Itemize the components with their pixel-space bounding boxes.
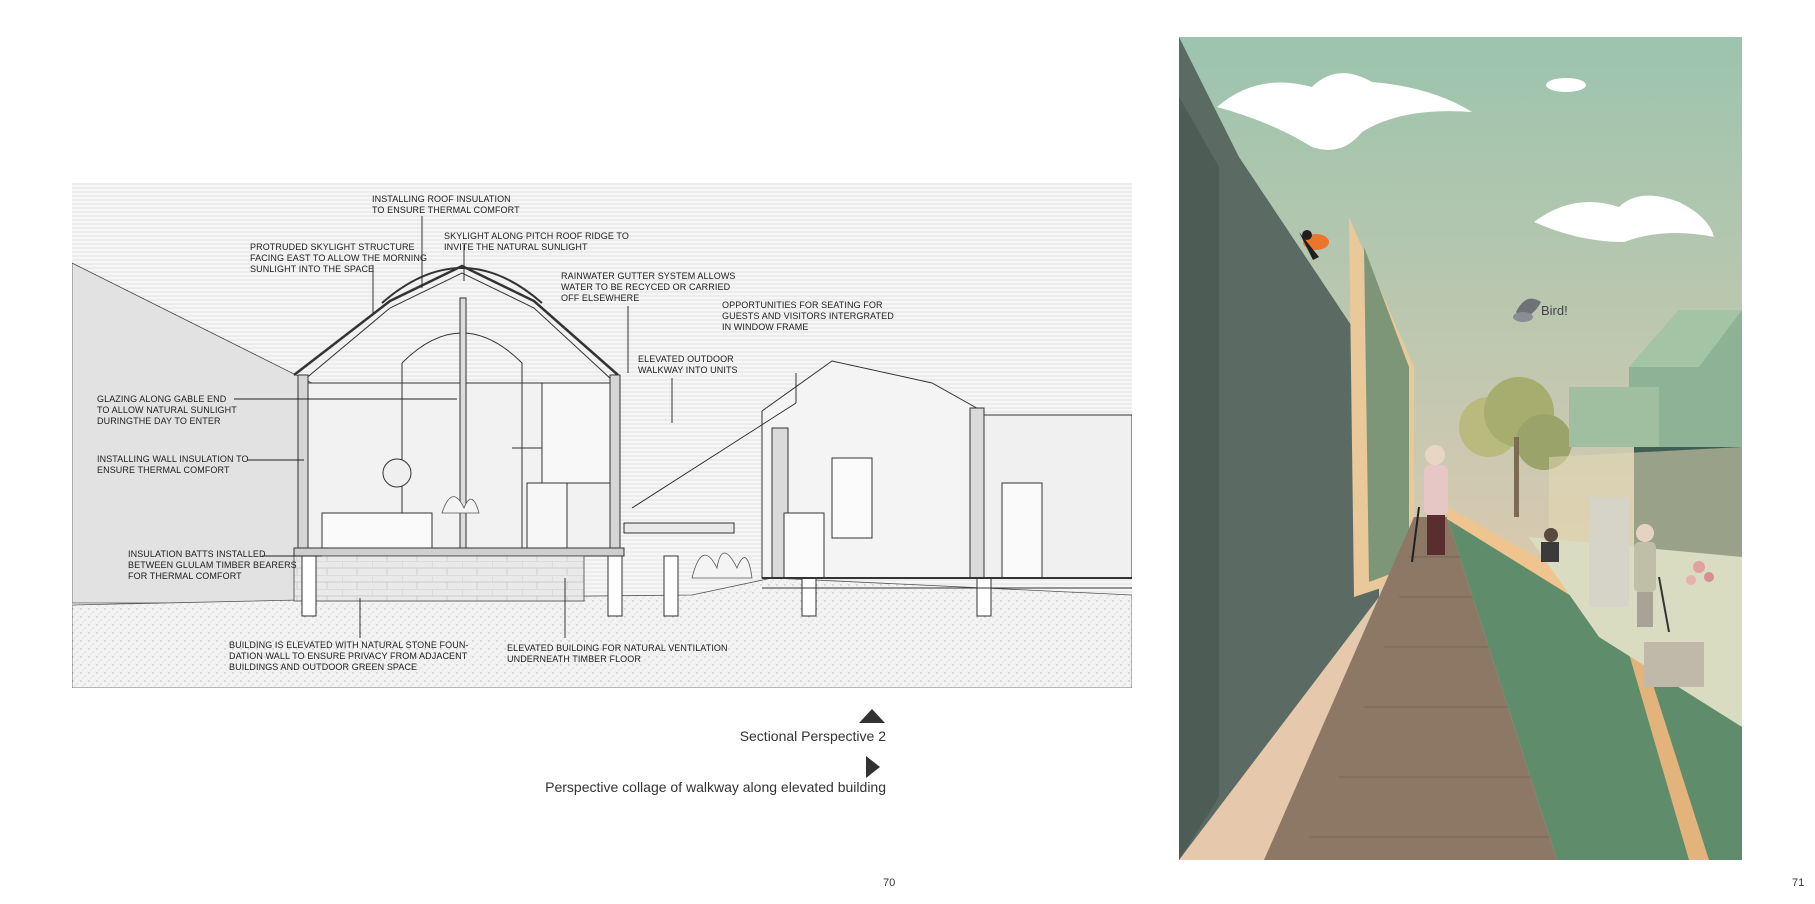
walkway-perspective-collage — [1179, 37, 1742, 860]
elevated-walkway-deck — [624, 523, 734, 533]
triangle-right-icon — [866, 756, 880, 778]
page-number-left: 70 — [883, 877, 896, 889]
annotation-glazing: GLAZING ALONG GABLE END TO ALLOW NATURAL SUNLIGHT DURINGTHE DAY TO ENTER — [97, 394, 237, 426]
bird-callout-label: Bird! — [1541, 303, 1568, 318]
sectional-perspective-drawing — [72, 183, 1132, 688]
timber-floor — [294, 548, 624, 556]
annotation-rainwater-gutter: RAINWATER GUTTER SYSTEM ALLOWS WATER TO BE RECYCED OR CARRIED OFF ELSEWHERE — [561, 271, 736, 303]
annotation-wall-insulation: INSTALLING WALL INSULATION TO ENSURE THERMAL COMFORT — [97, 454, 249, 475]
annotation-roof-insulation: INSTALLING ROOF INSULATION TO ENSURE THERMAL COMFORT — [372, 194, 520, 215]
cloud-small — [1546, 78, 1586, 92]
annotation-ventilation: ELEVATED BUILDING FOR NATURAL VENTILATION UNDERNEATH TIMBER FLOOR — [507, 643, 728, 664]
signboard — [1589, 497, 1629, 607]
annotation-insulation-batts: INSULATION BATTS INSTALLED BETWEEN GLULAM TIMBER BEARERS FOR THERMAL COMFORT — [128, 549, 297, 581]
annotation-walkway: ELEVATED OUTDOOR WALKWAY INTO UNITS — [638, 354, 738, 375]
page-number-right: 71 — [1792, 877, 1805, 889]
stone-foundation — [294, 556, 584, 601]
caption-perspective-collage: Perspective collage of walkway along elevated building — [545, 779, 886, 795]
left-wall-shadow — [1179, 97, 1219, 860]
annotation-skylight-ridge: SKYLIGHT ALONG PITCH ROOF RIDGE TO INVITE THE NATURAL SUNLIGHT — [444, 231, 629, 252]
bench — [1644, 642, 1704, 687]
annotation-protruded-skylight: PROTRUDED SKYLIGHT STRUCTURE FACING EAST TO ALLOW THE MORNING SUNLIGHT INTO THE SPACE — [250, 242, 428, 274]
triangle-up-icon — [859, 709, 885, 723]
annotation-stone-foundation: BUILDING IS ELEVATED WITH NATURAL STONE FOUN- DATION WALL TO ENSURE PRIVACY FROM ADJACENT BUILDINGS AND OUTDOOR GREEN SPACE — [229, 640, 469, 672]
caption-sectional-perspective: Sectional Perspective 2 — [739, 728, 886, 744]
annotation-seating: OPPORTUNITIES FOR SEATING FOR GUESTS AND VISITORS INTERGRATED IN WINDOW FRAME — [722, 300, 894, 332]
